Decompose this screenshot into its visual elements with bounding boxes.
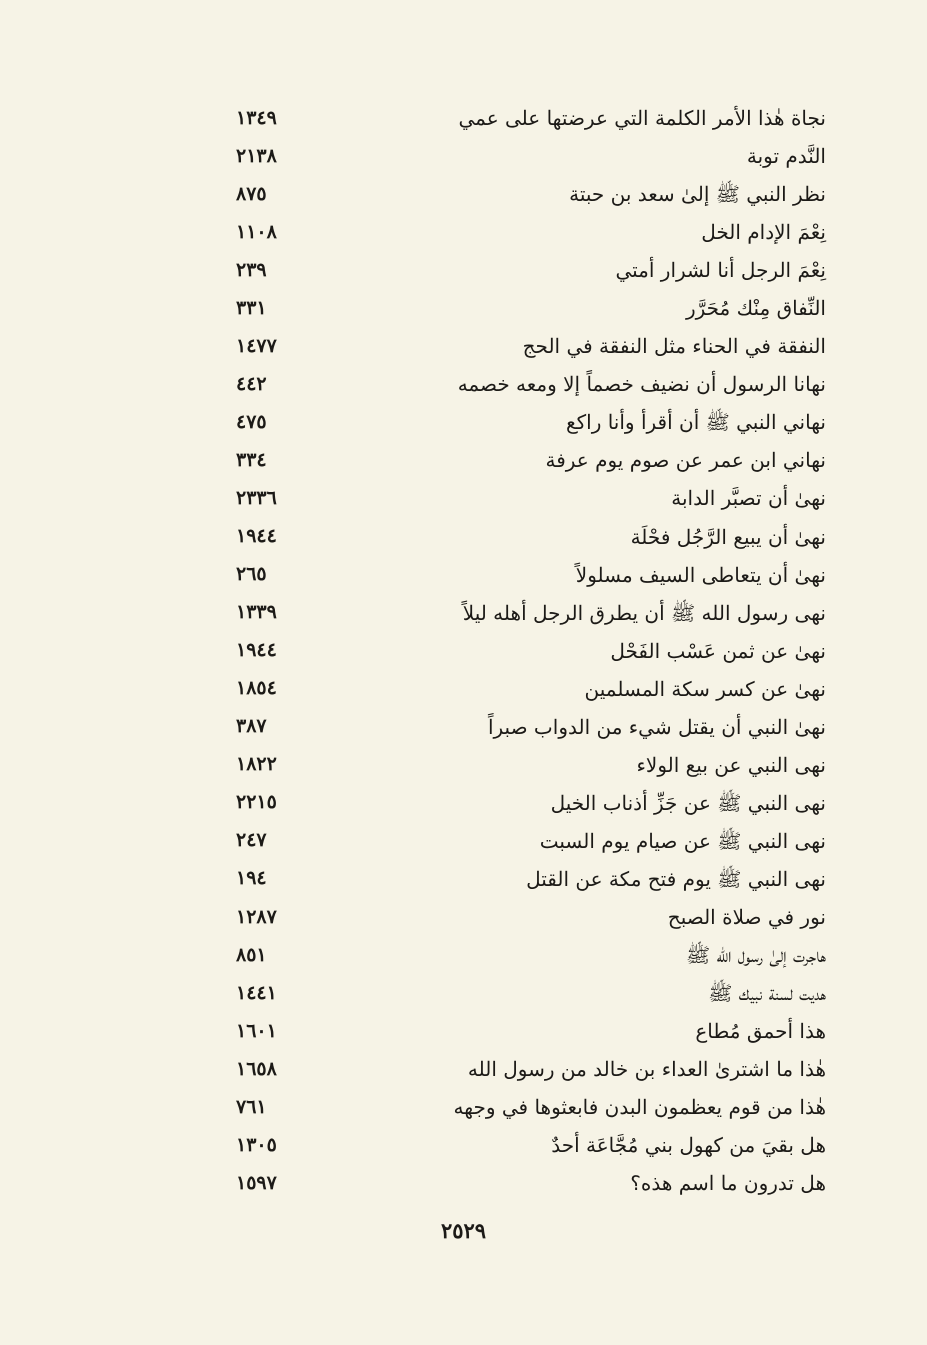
entry-page-number: ١٥٩٧ (236, 1171, 277, 1194)
entry-page-number: ١٤٤١ (236, 981, 277, 1004)
entry-text: النفقة في الحناء مثل النفقة في الحج (522, 334, 826, 359)
index-entry (236, 784, 826, 822)
entry-text: هديت لسنة نبيك ﷺ (708, 981, 826, 1006)
entry-text: نهىٰ عن ثمن عَسْب الفَحْل (610, 638, 826, 663)
index-entry (236, 670, 826, 708)
index-entry (236, 1050, 826, 1088)
index-entry (236, 365, 826, 403)
entry-text: نهى النبي ﷺ يوم فتح مكة عن القتل (526, 866, 826, 891)
entry-text: نهى النبي عن بيع الولاء (636, 752, 826, 777)
index-entry (236, 99, 826, 137)
entry-text: هٰذا من قوم يعظمون البدن فابعثوها في وجهه (453, 1095, 826, 1120)
entry-page-number: ٢٦٥ (236, 563, 267, 586)
index-entry (236, 708, 826, 746)
index-entry (236, 974, 826, 1012)
entry-page-number: ١٣٣٩ (236, 601, 277, 624)
index-entry (236, 479, 826, 517)
entry-page-number: ١٤٧٧ (236, 334, 277, 357)
entry-text: نجاة هٰذا الأمر الكلمة التي عرضتها على عمي (458, 106, 826, 131)
entry-page-number: ١٩٤٤ (236, 639, 277, 662)
entry-text: نهاني ابن عمر عن صوم يوم عرفة (545, 448, 826, 473)
index-entry (236, 1126, 826, 1164)
entry-text: نِعْمَ الإدام الخل (701, 220, 826, 245)
entry-text: نهى النبي ﷺ عن جَزِّ أذناب الخيل (550, 790, 826, 815)
entry-text: هاجرت إلىٰ رسول الله ﷺ (685, 943, 826, 968)
entry-page-number: ١٦٠١ (236, 1019, 277, 1042)
entry-page-number: ١١٠٨ (236, 220, 277, 243)
entry-page-number: ٣٣١ (236, 296, 267, 319)
entry-page-number: ٨٥١ (236, 943, 267, 966)
entry-text: نهىٰ أن يتعاطى السيف مسلولاً (575, 562, 826, 587)
entry-text: هل بقيَ من كهول بني مُجَّاعَة أحدٌ (551, 1133, 826, 1158)
entry-text: نهى رسول الله ﷺ أن يطرق الرجل أهله ليلاً (462, 600, 826, 625)
entry-page-number: ٢٣٣٦ (236, 486, 277, 509)
entry-text: هذا أحمق مُطاع (695, 1019, 826, 1044)
entry-text: نظر النبي ﷺ إلىٰ سعد بن حبتة (569, 182, 826, 207)
index-entry (236, 518, 826, 556)
entry-text: النِّفاق مِنْك مُحَرَّر (685, 296, 826, 321)
index-entry (236, 822, 826, 860)
entry-text: نهىٰ أن يبيع الرَّجُل فحْلَة (630, 524, 826, 549)
entry-text: هٰذا ما اشترىٰ العداء بن خالد من رسول الله (467, 1057, 826, 1082)
entry-page-number: ١٩٤ (236, 867, 267, 890)
index-entry (236, 327, 826, 365)
index-entry (236, 251, 826, 289)
index-entry (236, 289, 826, 327)
entry-page-number: ٤٤٢ (236, 372, 267, 395)
page-number: ٢٥٢٩ (440, 1218, 487, 1243)
entry-page-number: ٣٣٤ (236, 448, 267, 471)
entry-text: نهىٰ النبي أن يقتل شيء من الدواب صبراً (487, 714, 826, 739)
entry-text: نِعْمَ الرجل أنا لشرار أمتي (615, 258, 826, 283)
entry-page-number: ١٨٥٤ (236, 677, 277, 700)
entry-text: نهانا الرسول أن نضيف خصماً إلا ومعه خصمه (457, 372, 826, 397)
entry-text: نهىٰ عن كسر سكة المسلمين (584, 676, 826, 701)
index-entry (236, 594, 826, 632)
entry-page-number: ١٨٢٢ (236, 753, 277, 776)
entry-page-number: ٣٨٧ (236, 715, 267, 738)
entry-text: نهىٰ أن تصبَّر الدابة (671, 486, 826, 511)
entry-page-number: ١٢٨٧ (236, 905, 277, 928)
entry-page-number: ٢٣٩ (236, 258, 267, 281)
entry-text: نهى النبي ﷺ عن صيام يوم السبت (539, 828, 826, 853)
index-entry (236, 137, 826, 175)
index-entry (236, 746, 826, 784)
entry-page-number: ٢١٣٨ (236, 144, 277, 167)
entry-page-number: ٤٧٥ (236, 410, 267, 433)
index-entry (236, 1012, 826, 1050)
entry-page-number: ١٦٥٨ (236, 1057, 277, 1080)
entry-page-number: ١٣٠٥ (236, 1133, 277, 1156)
index-entry (236, 441, 826, 479)
index-entry (236, 556, 826, 594)
hadith-index-list (236, 99, 826, 1202)
entry-text: نور في صلاة الصبح (667, 905, 826, 929)
index-entry (236, 213, 826, 251)
entry-page-number: ٧٦١ (236, 1095, 267, 1118)
index-entry (236, 936, 826, 974)
entry-page-number: ٨٧٥ (236, 182, 267, 205)
index-entry (236, 175, 826, 213)
entry-text: نهاني النبي ﷺ أن أقرأ وأنا راكع (565, 410, 826, 435)
entry-text: النَّدم توبة (746, 144, 826, 169)
index-entry (236, 898, 826, 936)
index-entry (236, 860, 826, 898)
index-entry (236, 632, 826, 670)
index-entry (236, 1088, 826, 1126)
index-entry (236, 403, 826, 441)
entry-page-number: ١٩٤٤ (236, 525, 277, 548)
entry-page-number: ٢٢١٥ (236, 791, 277, 814)
entry-page-number: ١٣٤٩ (236, 106, 277, 129)
entry-page-number: ٢٤٧ (236, 829, 267, 852)
index-entry (236, 1164, 826, 1202)
entry-text: هل تدرون ما اسم هذه؟ (630, 1171, 826, 1196)
